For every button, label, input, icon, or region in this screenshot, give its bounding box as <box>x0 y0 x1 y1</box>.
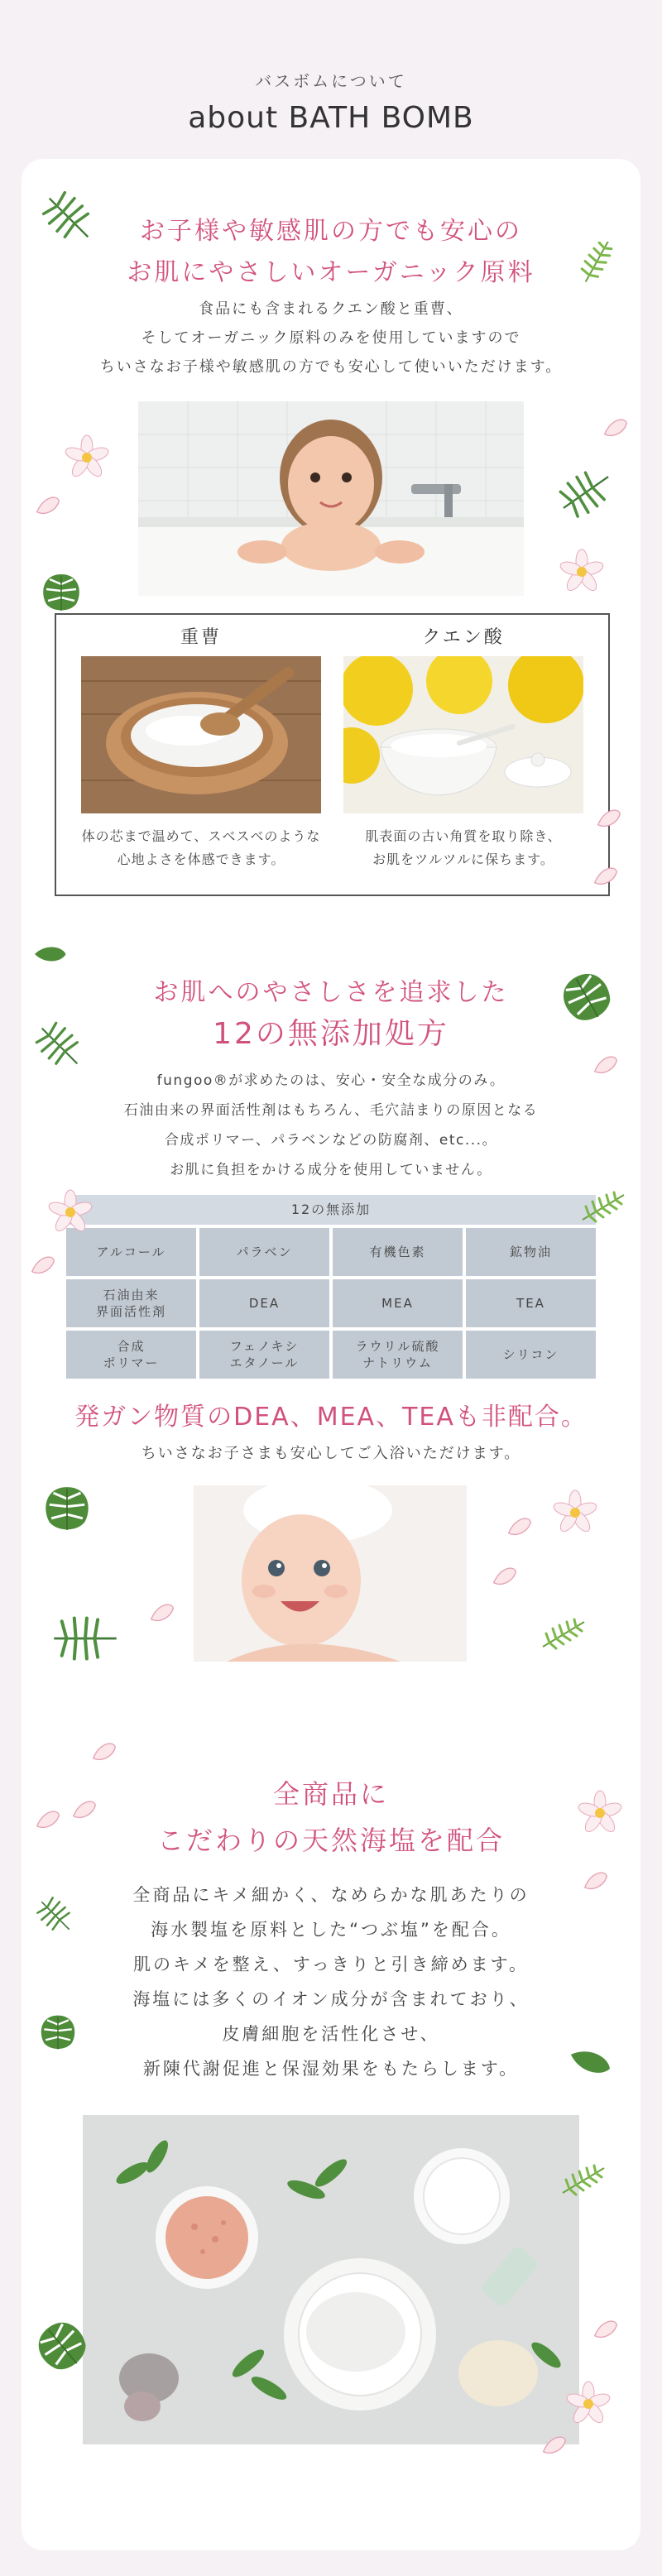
heading-line: お肌にやさしいオーガニック原料 <box>127 258 535 287</box>
fern-leaf-icon <box>526 1614 601 1672</box>
ingredient-name: クエン酸 <box>422 627 505 648</box>
ingredient-citric-acid <box>343 615 583 895</box>
monstera-leaf-icon <box>38 569 84 616</box>
body-line: ちいさなお子様や敏感肌の方でも安心して使いいただけます。 <box>99 358 563 376</box>
table-cell: シリコン <box>466 1331 596 1379</box>
petal-icon <box>503 1511 536 1544</box>
fern-leaf-icon <box>574 1187 632 1245</box>
petal-icon <box>589 861 622 894</box>
palm-leaf-icon <box>33 1019 86 1072</box>
table-cell: アルコール <box>66 1228 196 1276</box>
fern-leaf-icon <box>571 242 629 300</box>
petal-icon <box>31 490 65 523</box>
petal-icon <box>589 1049 622 1082</box>
ingredient-description <box>81 825 321 871</box>
body-line: 皮膚細胞を活性化させ、 <box>222 2024 440 2044</box>
table-header: 12の無添加 <box>66 1195 596 1225</box>
monstera-leaf-icon <box>36 2011 79 2054</box>
leaf-icon <box>563 2046 621 2079</box>
page-header <box>0 0 662 157</box>
plumeria-flower-icon <box>559 2375 617 2433</box>
palm-leaf-icon <box>35 1895 76 1936</box>
ingredient-baking-soda <box>81 615 321 895</box>
palm-leaf-icon <box>553 463 619 521</box>
monstera-leaf-icon <box>558 968 616 1026</box>
leaf-icon <box>33 942 70 967</box>
table-cell: 鉱物油 <box>466 1228 596 1276</box>
plumeria-flower-icon <box>571 1784 629 1842</box>
petal-icon <box>592 803 626 836</box>
ingredients-box <box>55 613 610 896</box>
baking-soda-photo <box>81 656 321 813</box>
heading-line: お子様や敏感肌の方でも安心の <box>140 217 522 246</box>
additive-free-table <box>66 1195 596 1379</box>
palm-leaf-icon <box>40 1605 131 1672</box>
table-grid <box>66 1228 596 1379</box>
table-cell: フェノキシ エタノール <box>199 1331 329 1379</box>
plumeria-flower-icon <box>546 1484 604 1542</box>
body-line: 石油由来の界面活性剤はもちろん、毛穴詰まりの原因となる <box>123 1102 539 1119</box>
petal-icon <box>146 1597 179 1630</box>
heading-line: 12の無添加処方 <box>213 1017 449 1051</box>
heading-line: お肌へのやさしさを追求した <box>153 978 509 1007</box>
petal-icon <box>68 1794 101 1827</box>
section2-body <box>0 1066 662 1185</box>
monstera-leaf-icon <box>40 1481 94 1536</box>
section1-heading <box>0 211 662 294</box>
body-line: お肌に負担をかける成分を使用していません。 <box>170 1162 492 1178</box>
fern-leaf-icon <box>546 2160 621 2218</box>
plumeria-flower-icon <box>58 429 116 487</box>
desc-line: お肌をツルツルに保ちます。 <box>372 851 554 867</box>
petal-icon <box>579 1865 612 1898</box>
plumeria-flower-icon <box>553 543 611 601</box>
heading-line: 全商品に <box>272 1778 389 1810</box>
petal-icon <box>79 1736 129 1769</box>
petal-icon <box>26 1250 60 1283</box>
body-line: そしてオーガニック原料のみを使用していますので <box>141 329 521 347</box>
body-line: 肌のキメを整え、すっきりと引き締めます。 <box>133 1955 529 1974</box>
table-cell: TEA <box>466 1279 596 1327</box>
table-cell: 合成 ポリマー <box>66 1331 196 1379</box>
body-line: 食品にも含まれるクエン酸と重曹、 <box>199 300 463 318</box>
plumeria-flower-icon <box>41 1183 99 1241</box>
section2-note: ちいさなお子さまも安心してご入浴いただけます。 <box>141 1445 521 1462</box>
smiling-baby-photo <box>194 1485 467 1662</box>
ingredient-description <box>343 825 583 871</box>
palm-leaf-icon <box>40 189 98 247</box>
header-subtitle: バスボムについて <box>255 71 407 91</box>
ingredient-name: 重曹 <box>180 627 222 648</box>
table-cell: 有機色素 <box>333 1228 463 1276</box>
table-cell: DEA <box>199 1279 329 1327</box>
monstera-leaf-icon <box>33 2317 91 2375</box>
section2-highlight: 発ガン物質のDEA、MEA、TEAも非配合。 <box>74 1403 588 1432</box>
petal-icon <box>589 2314 622 2347</box>
header-title: about BATH BOMB <box>188 101 474 135</box>
table-cell: パラベン <box>199 1228 329 1276</box>
body-line: 全商品にキメ細かく、なめらかな肌あたりの <box>132 1885 530 1905</box>
petal-icon <box>599 412 632 445</box>
body-line: fungoo®が求めたのは、安心・安全な成分のみ。 <box>156 1072 506 1089</box>
table-cell: MEA <box>333 1279 463 1327</box>
citric-acid-photo <box>343 656 583 813</box>
body-line: 合成ポリマー、パラベンなどの防腐剤、etc...。 <box>164 1132 498 1149</box>
baby-in-bath-photo <box>138 401 524 596</box>
body-line: 新陳代謝促進と保湿効果をもたらします。 <box>142 2059 520 2079</box>
table-cell: ラウリル硫酸 ナトリウム <box>333 1331 463 1379</box>
desc-line: 体の芯まで温めて、スベスベのような <box>81 828 321 844</box>
petal-icon <box>488 1561 521 1594</box>
table-cell: 石油由来 界面活性剤 <box>66 1279 196 1327</box>
petal-icon <box>31 1804 65 1837</box>
body-line: 海水製塩を原料とした“つぶ塩”を配合。 <box>151 1920 511 1940</box>
petal-icon <box>538 2430 571 2463</box>
sea-salt-spa-photo <box>83 2115 579 2444</box>
section1-body <box>0 295 662 381</box>
desc-line: 肌表面の古い角質を取り除き、 <box>365 828 562 844</box>
body-line: 海塩には多くのイオン成分が含まれており、 <box>132 1989 530 2009</box>
desc-line: 心地よさを体感できます。 <box>117 851 285 867</box>
heading-line: こだわりの天然海塩を配合 <box>156 1825 505 1856</box>
